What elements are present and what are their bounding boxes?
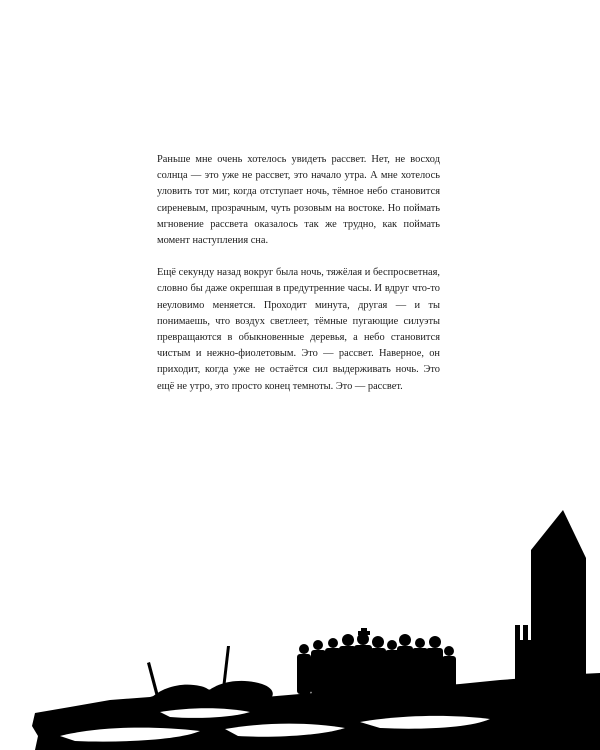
crowd xyxy=(297,628,456,695)
silhouette-illustration xyxy=(0,500,600,750)
pole-left xyxy=(147,662,159,697)
mound-left xyxy=(150,685,212,699)
paragraph-2: Ещё секунду назад вокруг была ночь, тяжёлая и беспросветная, словно бы даже окрепшая в предутренние часы. И вдруг что-то неуловимо меняется. Проходит минута, другая — и ты понимаешь, что воздух светлеет, тёмные пугающие силуэты превращаются в обыкновенные деревья, а небо становится чистым и нежно-фиолетовым. Это — рассвет. Наверное, он приходит, когда уже не остаётся сил выдерживать ночь. Это ещё не утро, это просто конец темноты. Это — рассвет. xyxy=(157,267,440,392)
body-text xyxy=(157,152,440,395)
tower-battlement-1 xyxy=(515,625,520,641)
tower-battlement-2 xyxy=(523,625,528,641)
tower xyxy=(515,510,586,696)
paragraph-1: Раньше мне очень хотелось увидеть рассвет. Нет, не восход солнца — это уже не рассвет, это начало утра. А мне хотелось уловить тот миг, когда отступает ночь, тёмное небо становится сиреневым, прозрачным, чуть розовым на востоке. Но поймать мгновение рассвета оказалось так же трудно, как поймать момент наступления сна. xyxy=(157,154,440,247)
